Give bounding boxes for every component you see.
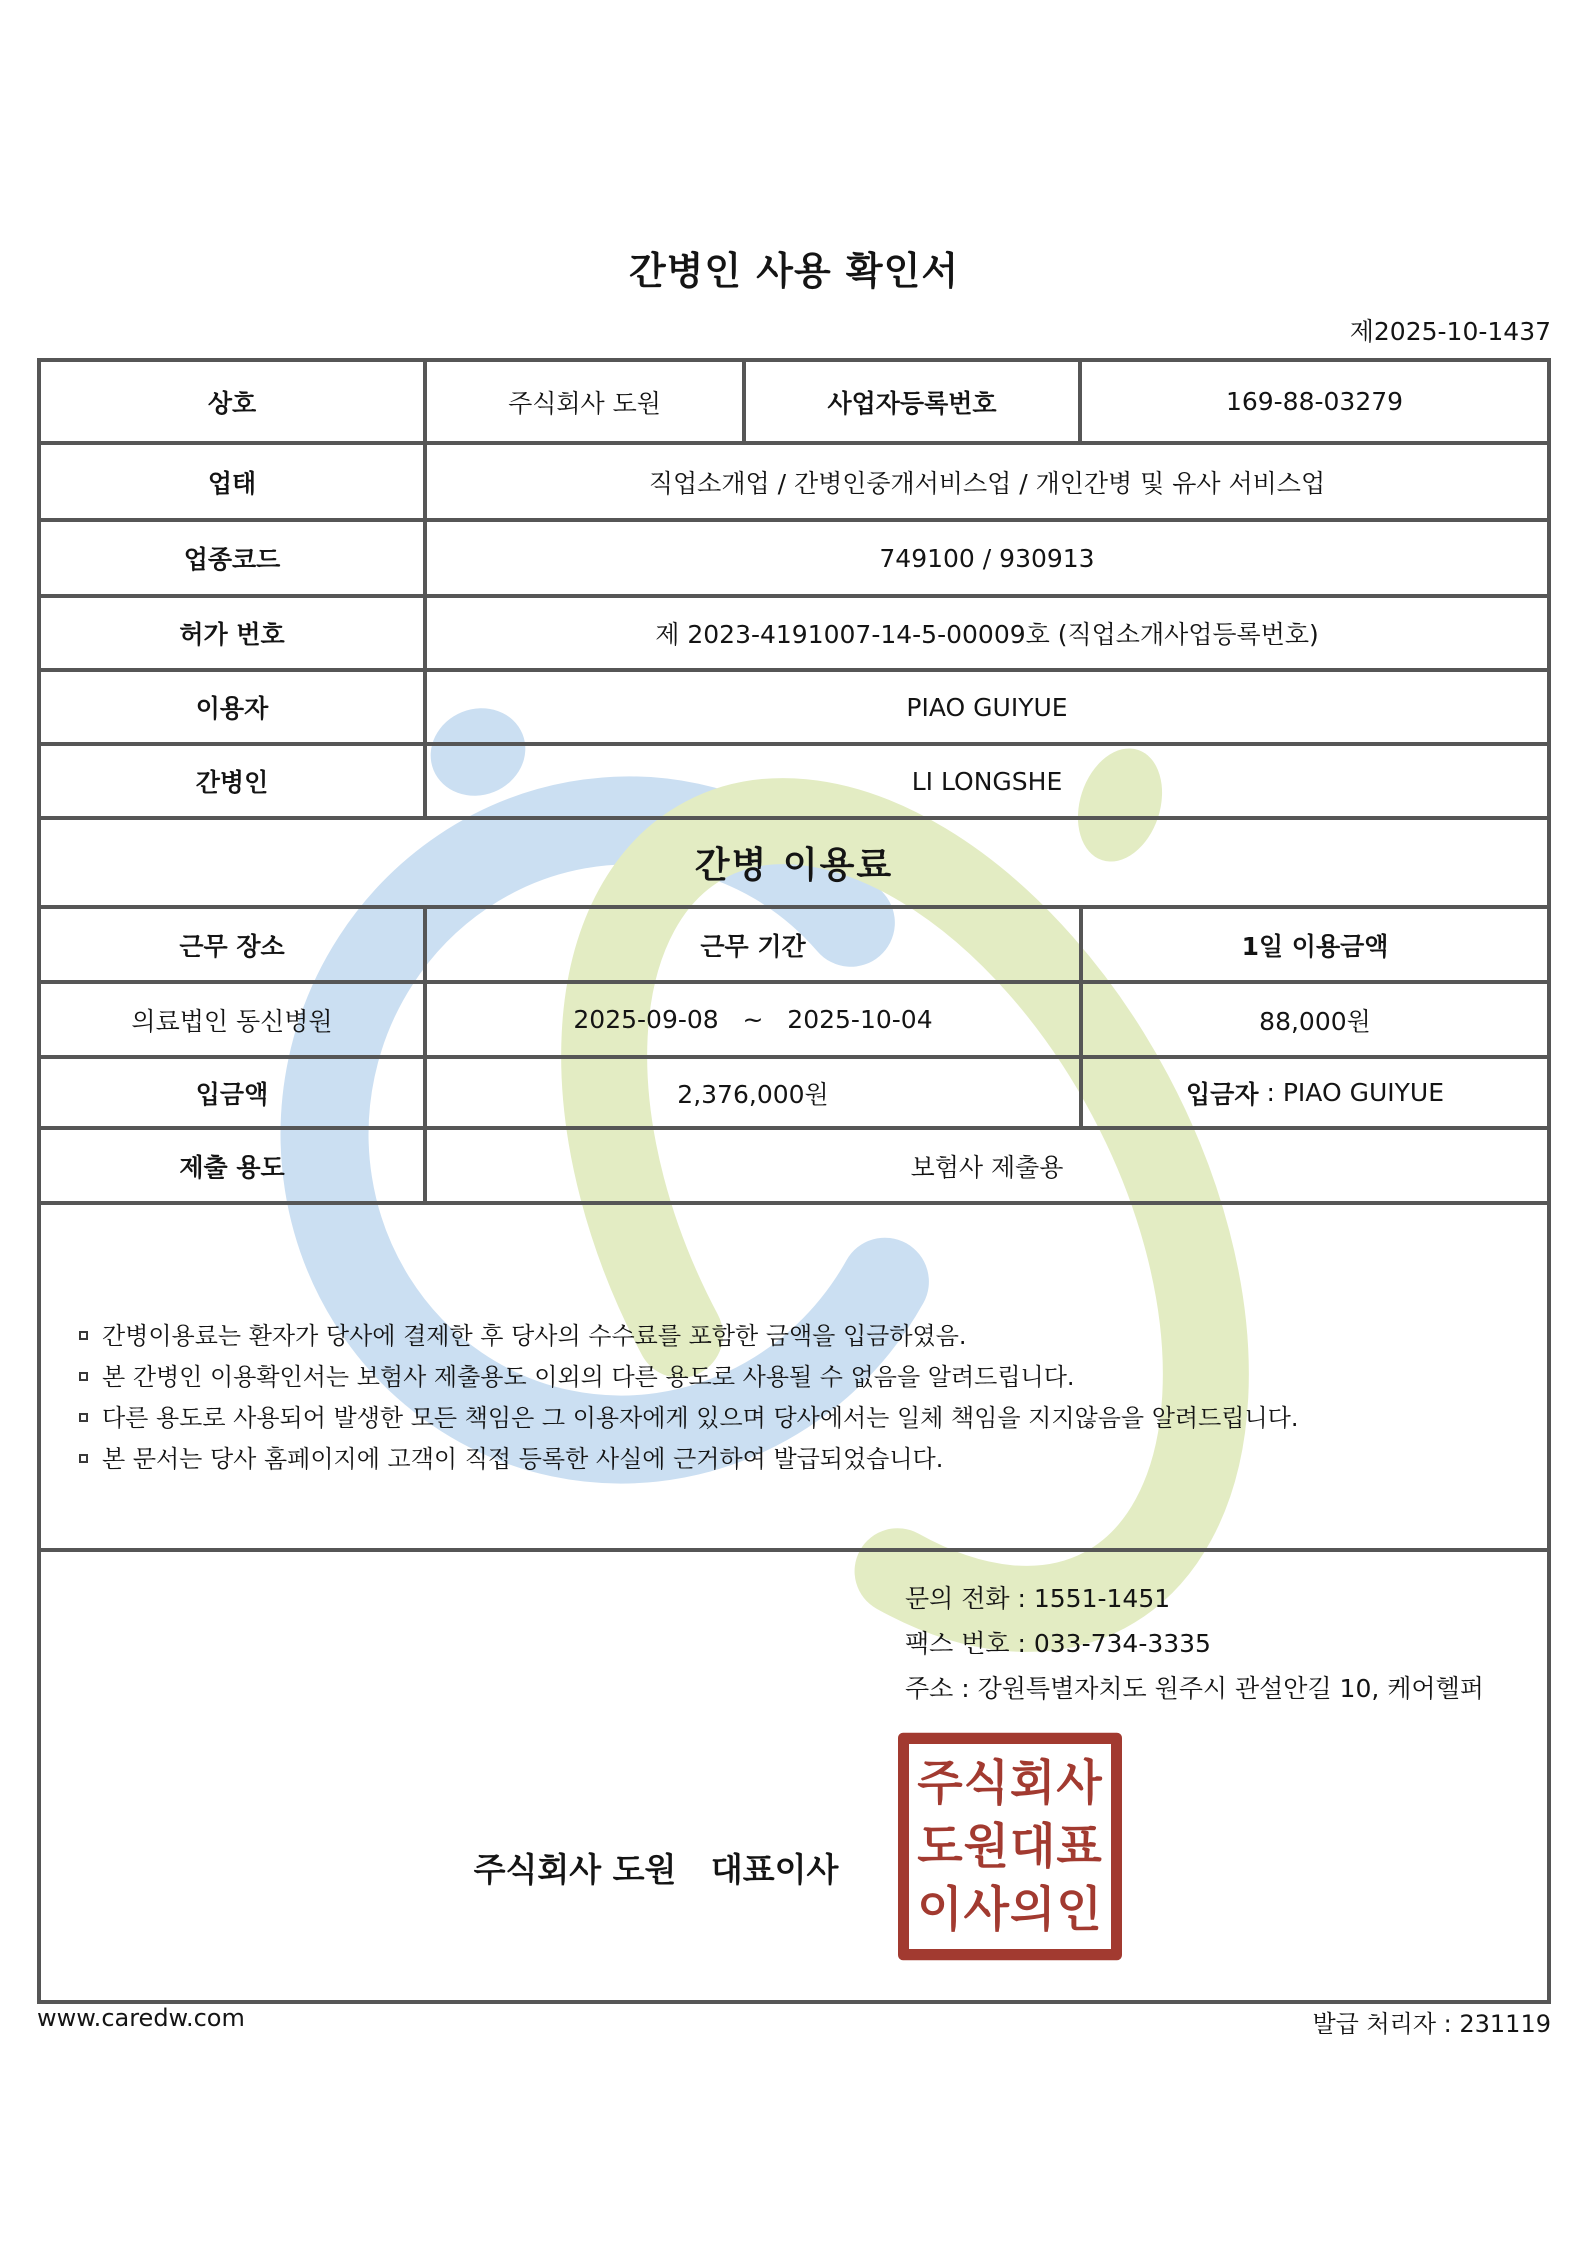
- depositor-label: 입금자: [1186, 1079, 1259, 1109]
- company-value: 주식회사 도원: [423, 362, 742, 441]
- caregiver-value: LI LONGSHE: [423, 746, 1547, 816]
- contact-phone: 문의 전화 : 1551-1451: [905, 1584, 1171, 1613]
- table-row-biz-type: [41, 441, 1547, 518]
- period-label: 근무 기간: [423, 909, 1079, 980]
- page-title: 간병인 사용 확인서: [628, 249, 960, 293]
- document-number: 제2025-10-1437: [1349, 317, 1551, 346]
- permit-label: 허가 번호: [179, 620, 285, 649]
- square-bullet-icon: [79, 1331, 88, 1340]
- user-label: 이용자: [195, 694, 269, 723]
- deposit-value: 2,376,000원: [423, 1059, 1079, 1126]
- table-row-purpose: [41, 1126, 1547, 1201]
- signature-section: [41, 1548, 1547, 2000]
- depositor-cell: [1079, 1059, 1547, 1126]
- note-text: 본 문서는 당사 홈페이지에 고객이 직접 등록한 사실에 근거하여 발급되었습니다.: [102, 1445, 944, 1473]
- note-item: [77, 1405, 1517, 1431]
- biz-reg-label: 사업자등록번호: [742, 362, 1078, 441]
- contact-fax: 팩스 번호 : 033-734-3335: [905, 1629, 1211, 1658]
- daily-fee-value: 88,000원: [1079, 984, 1547, 1055]
- page-footer: [37, 2004, 1551, 2039]
- biz-reg-value: 169-88-03279: [1078, 362, 1547, 441]
- corporate-seal-stamp: [898, 1733, 1122, 1960]
- biz-type-label: 업태: [207, 468, 257, 498]
- seal-text-row: 도원대표: [917, 1817, 1103, 1875]
- square-bullet-icon: [79, 1413, 88, 1422]
- table-row-work-values: [41, 980, 1547, 1055]
- confirmation-table: [37, 358, 1551, 2004]
- fee-section-title: 간병 이용료: [694, 845, 894, 886]
- user-value: PIAO GUIYUE: [423, 672, 1547, 742]
- table-row-company: [41, 362, 1547, 441]
- permit-value: 제 2023-4191007-14-5-00009호 (직업소개사업등록번호): [423, 598, 1547, 668]
- depositor-value: : PIAO GUIYUE: [1266, 1078, 1444, 1107]
- workplace-label: 근무 장소: [179, 931, 285, 961]
- note-item: [77, 1323, 1517, 1349]
- industry-code-value: 749100 / 930913: [423, 522, 1547, 594]
- notes-section: [41, 1201, 1547, 1548]
- note-item: [77, 1446, 1517, 1472]
- note-item: [77, 1364, 1517, 1390]
- deposit-label: 입금액: [195, 1079, 269, 1109]
- seal-text-row: 이사의인: [917, 1881, 1103, 1938]
- footer-issuer: 발급 처리자 : 231119: [1312, 2010, 1551, 2038]
- table-row-work-headers: [41, 905, 1547, 980]
- contact-address: 주소 : 강원특별자치도 원주시 관설안길 10, 케어헬퍼: [905, 1674, 1484, 1703]
- square-bullet-icon: [79, 1372, 88, 1381]
- company-label: 상호: [207, 388, 257, 418]
- workplace-value: 의료법인 동신병원: [131, 1006, 333, 1036]
- table-row-caregiver: [41, 742, 1547, 816]
- table-row-industry-code: [41, 518, 1547, 594]
- daily-fee-label: 1일 이용금액: [1079, 909, 1547, 980]
- table-row-fee-section: [41, 816, 1547, 905]
- caregiver-label: 간병인: [195, 768, 269, 797]
- footer-website: www.caredw.com: [37, 2004, 245, 2032]
- purpose-value: 보험사 제출용: [423, 1130, 1547, 1201]
- note-text: 간병이용료는 환자가 당사에 결제한 후 당사의 수수료를 포함한 금액을 입금하였음.: [102, 1322, 967, 1350]
- purpose-label: 제출 용도: [179, 1152, 285, 1182]
- period-value: 2025-09-08 ~ 2025-10-04: [423, 984, 1079, 1055]
- note-text: 본 간병인 이용확인서는 보험사 제출용도 이외의 다른 용도로 사용될 수 없음을 알려드립니다.: [102, 1363, 1075, 1391]
- table-row-user: [41, 668, 1547, 742]
- note-text: 다른 용도로 사용되어 발생한 모든 책임은 그 이용자에게 있으며 당사에서는 일체 책임을 지지않음을 알려드립니다.: [102, 1404, 1299, 1432]
- square-bullet-icon: [79, 1454, 88, 1463]
- contact-block: [905, 1576, 1484, 1711]
- company-signature: 주식회사 도원 대표이사: [473, 1850, 839, 1889]
- table-row-deposit: [41, 1055, 1547, 1126]
- industry-code-label: 업종코드: [183, 545, 281, 574]
- table-row-permit: [41, 594, 1547, 668]
- biz-type-value: 직업소개업 / 간병인중개서비스업 / 개인간병 및 유사 서비스업: [423, 445, 1547, 518]
- seal-text-row: 주식회사: [917, 1754, 1103, 1811]
